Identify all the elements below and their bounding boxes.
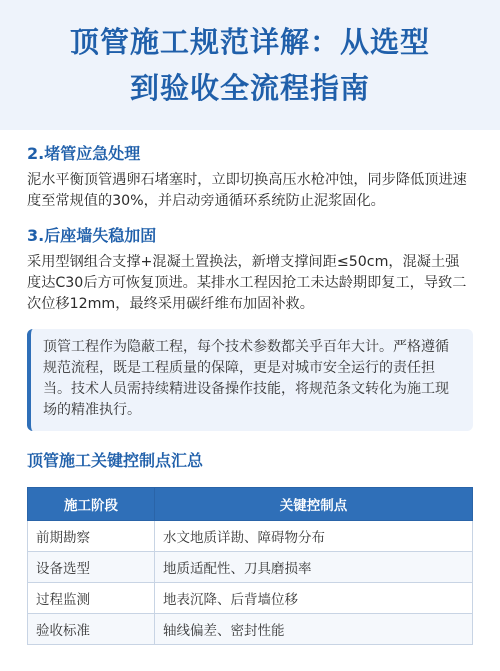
table-row bbox=[28, 583, 473, 614]
stage-cell: 过程监测 bbox=[28, 583, 155, 614]
stage-cell: 验收标准 bbox=[28, 614, 155, 645]
control-cell: 轴线偏差、密封性能 bbox=[155, 614, 473, 645]
summary-callout: 顶管工程作为隐蔽工程，每个技术参数都关乎百年大计。严格遵循规范流程，既是工程质量的保障，更是对城市安全运行的责任担当。技术人员需持续精进设备操作技能，将规范条文转化为施工现场的精准执行。 bbox=[27, 329, 473, 431]
control-points-table bbox=[27, 487, 473, 645]
section-body: 泥水平衡顶管遇卵石堵塞时，立即切换高压水枪冲蚀，同步降低顶进速度至常规值的30%，并启动旁通循环系统防止泥浆固化。 bbox=[27, 172, 467, 209]
table-title: 顶管施工关键控制点汇总 bbox=[27, 451, 204, 470]
page-title-line-1: 顶管施工规范详解：从选型 bbox=[69, 25, 430, 59]
control-cell: 地表沉降、后背墙位移 bbox=[155, 583, 473, 614]
page-title-line-2: 到验收全流程指南 bbox=[129, 71, 370, 105]
stage-cell: 前期勘察 bbox=[28, 521, 155, 552]
section-emergency bbox=[27, 142, 473, 212]
section-title: 2.堵管应急处理 bbox=[27, 144, 141, 163]
column-header-control: 关键控制点 bbox=[155, 488, 473, 521]
column-header-stage: 施工阶段 bbox=[28, 488, 155, 521]
table-row bbox=[28, 614, 473, 645]
section-title: 3.后座墙失稳加固 bbox=[27, 226, 157, 245]
control-cell: 地质适配性、刀具磨损率 bbox=[155, 552, 473, 583]
control-cell: 水文地质详勘、障碍物分布 bbox=[155, 521, 473, 552]
section-reinforcement bbox=[27, 224, 473, 315]
section-body: 采用型钢组合支撑+混凝土置换法，新增支撑间距≤50cm，混凝土强度达C30后方可恢复顶进。某排水工程因抢工未达龄期即复工，导致二次位移12mm，最终采用碳纤维布加固补救。 bbox=[27, 254, 467, 312]
table-header-row bbox=[28, 488, 473, 521]
table-row bbox=[28, 521, 473, 552]
table-row bbox=[28, 552, 473, 583]
stage-cell: 设备选型 bbox=[28, 552, 155, 583]
title-banner bbox=[0, 0, 500, 130]
